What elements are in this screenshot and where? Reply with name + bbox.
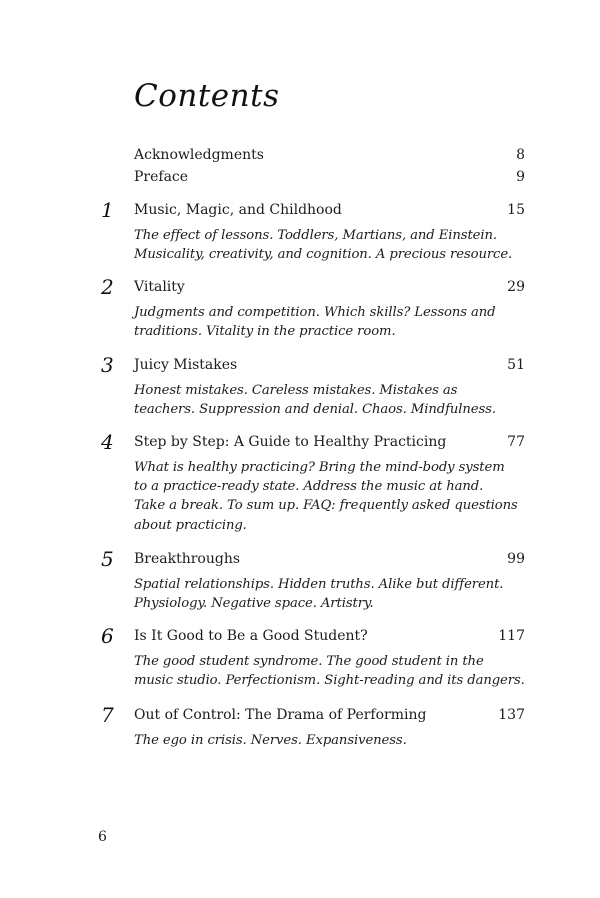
chapter-page: 15 <box>507 202 525 218</box>
chapter-description <box>134 381 526 419</box>
chapter-title: Vitality <box>134 279 185 295</box>
toc-entry-page: 8 <box>516 147 525 163</box>
page-number: 6 <box>98 829 107 845</box>
chapter-page: 29 <box>507 279 525 295</box>
chapter-description <box>134 458 526 535</box>
description-line: Judgments and competition. Which skills? Lessons and <box>134 305 496 320</box>
description-line: The good student syndrome. The good student in the <box>134 654 484 669</box>
description-line: Take a break. To sum up. FAQ: frequently asked questions <box>134 498 518 514</box>
description-line: What is healthy practicing? Bring the mind-body system <box>134 460 505 475</box>
chapter-number: 4 <box>101 430 114 454</box>
toc-entry-page: 9 <box>516 169 525 185</box>
description-line: The effect of lessons. Toddlers, Martians, and Einstein. <box>134 228 497 243</box>
chapter-title: Is It Good to Be a Good Student? <box>134 628 368 644</box>
chapter-title: Out of Control: The Drama of Performing <box>134 707 427 723</box>
chapter-title: Breakthroughs <box>134 551 241 567</box>
chapter-number: 7 <box>101 703 114 727</box>
chapter-page: 99 <box>507 551 525 567</box>
chapter-description <box>134 575 526 613</box>
chapter-number: 3 <box>101 353 114 377</box>
chapter-title: Step by Step: A Guide to Healthy Practicing <box>134 434 447 450</box>
chapter-page: 77 <box>507 434 525 450</box>
page-title: Contents <box>134 78 280 114</box>
chapter-number: 2 <box>101 275 114 299</box>
description-line: Honest mistakes. Careless mistakes. Mistakes as <box>134 383 458 398</box>
description-line: The ego in crisis. Nerves. Expansiveness. <box>134 733 407 748</box>
description-line: music studio. Perfectionism. Sight-reading and its dangers. <box>134 673 525 689</box>
chapter-title: Juicy Mistakes <box>134 357 238 373</box>
chapter-title: Music, Magic, and Childhood <box>134 202 342 218</box>
toc-entry-label: Acknowledgments <box>134 147 264 163</box>
chapter-page: 51 <box>507 357 525 373</box>
chapter-page: 117 <box>498 628 525 644</box>
chapter-description <box>134 731 526 750</box>
chapter-description <box>134 303 526 341</box>
chapter-description <box>134 226 526 264</box>
description-line: Spatial relationships. Hidden truths. Alike but different. <box>134 577 504 592</box>
description-line: teachers. Suppression and denial. Chaos. Mindfulness. <box>134 402 496 418</box>
description-line: to a practice-ready state. Address the music at hand. <box>134 479 484 495</box>
chapter-number: 6 <box>101 624 114 648</box>
chapter-page: 137 <box>498 707 525 723</box>
chapter-number: 1 <box>101 198 114 222</box>
toc-entry-label: Preface <box>134 169 189 185</box>
description-line: traditions. Vitality in the practice room. <box>134 324 396 340</box>
chapter-number: 5 <box>101 547 114 571</box>
chapter-description <box>134 652 526 690</box>
description-line: Musicality, creativity, and cognition. A precious resource. <box>134 247 513 263</box>
description-line: Physiology. Negative space. Artistry. <box>134 596 374 612</box>
description-line: about practicing. <box>134 517 247 533</box>
